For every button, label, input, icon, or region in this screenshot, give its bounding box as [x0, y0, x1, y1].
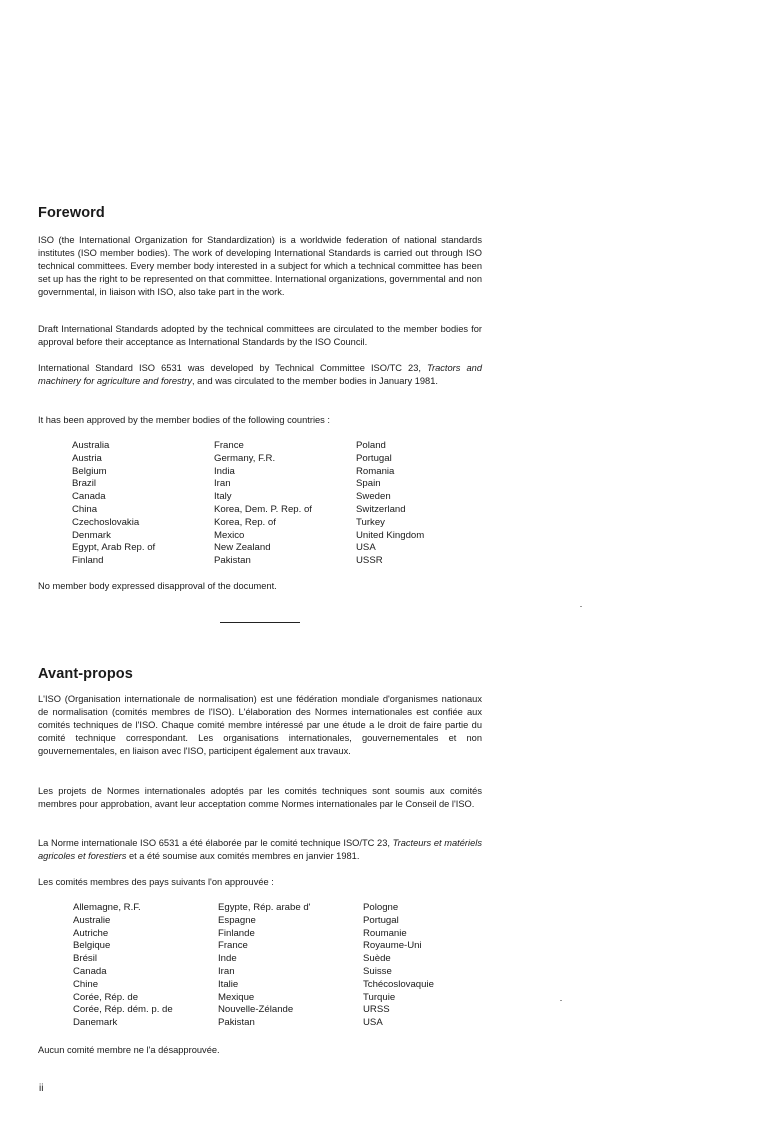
avant-propos-country-column-1 [73, 902, 173, 1030]
country-name: Corée, Rép. dém. p. de [73, 1004, 173, 1016]
country-name: Portugal [356, 452, 392, 464]
foreword-country-column-3 [356, 440, 424, 568]
country-name: Turkey [356, 516, 385, 528]
page-number: ii [39, 1083, 44, 1094]
country-name: Italie [218, 978, 239, 990]
country-name: China [72, 503, 98, 515]
foreword-country-column-1 [72, 440, 155, 568]
country-name: Sweden [356, 491, 391, 503]
country-name: Czechoslovakia [72, 516, 140, 528]
avant-propos-country-list [0, 902, 774, 1032]
country-name: Korea, Dem. P. Rep. of [214, 503, 312, 515]
country-name: Austria [72, 452, 102, 464]
country-name: Pologne [363, 902, 399, 913]
country-name: Mexique [218, 991, 255, 1003]
avant-propos-paragraph-1: L'ISO (Organisation internationale de normalisation) est une fédération mondiale d'organismes nationaux de normalisation (comités membres de l'ISO). L'élaboration des Normes internationales est confiée aux comités techniques de l'ISO. Chaque comité membre intéressé par une étude a le droit de faire partie du comité technique correspondant. Les organisations internationales, gouvernementales et non gouvernementales, en liaison avec l'ISO, participent également aux travaux. [38, 694, 482, 756]
country-name: Belgique [73, 940, 111, 952]
country-name: USA [363, 1017, 383, 1029]
country-name: Autriche [73, 927, 109, 939]
country-name: Denmark [72, 529, 111, 541]
foreword-paragraph-4: It has been approved by the member bodies of the following countries : [38, 415, 330, 425]
country-name: Australie [73, 914, 111, 926]
country-name: USSR [356, 555, 383, 567]
country-name: Allemagne, R.F. [73, 902, 141, 913]
avant-propos-heading: Avant-propos [38, 666, 133, 682]
country-name: Poland [356, 440, 386, 451]
foreword-country-column-2 [214, 440, 312, 568]
country-name: Pakistan [214, 555, 251, 567]
foreword-paragraph-1: ISO (the International Organization for Standardization) is a worldwide federation of national standards institutes (ISO member bodies). The work of developing International Standards is carried out through ISO technical committees. Every member body interested in a subject for which a technical committee has been set up has the right to be represented on that committee. International organizations, governmental and non governmental, in liaison with ISO, also take part in the work. [38, 235, 482, 297]
foreword-heading: Foreword [38, 205, 105, 221]
country-name: Danemark [73, 1017, 118, 1029]
foreword-country-list [0, 440, 774, 570]
foreword-paragraph-3: International Standard ISO 6531 was developed by Technical Committee ISO/TC 23, Tractors and machinery for agriculture and forestry, and was circulated to the member bodies in January 1981. [38, 363, 482, 386]
section-divider [220, 622, 300, 623]
country-name: Italy [214, 491, 232, 503]
country-name: Suisse [363, 965, 392, 977]
country-name: Egypt, Arab Rep. of [72, 542, 156, 554]
avant-propos-country-column-2 [218, 902, 311, 1030]
avant-propos-paragraph-3: La Norme internationale ISO 6531 a été élaborée par le comité technique ISO/TC 23, Tracteurs et matériels agricoles et forestiers et a été soumise aux comités membres en janvier 1981. [38, 838, 482, 861]
country-name: Australia [72, 440, 110, 451]
country-name: France [218, 940, 248, 952]
country-name: URSS [363, 1004, 390, 1016]
country-name: Corée, Rép. de [73, 991, 139, 1003]
country-name: Inde [218, 953, 237, 965]
foreword-closing: No member body expressed disapproval of the document. [38, 581, 277, 591]
country-name: France [214, 440, 244, 451]
avant-propos-paragraph-2: Les projets de Normes internationales adoptés par les comités techniques sont soumis aux comités membres pour approbation, avant leur acceptation comme Normes internationales par le Conseil de l'ISO. [38, 786, 482, 809]
country-name: Canada [73, 965, 107, 977]
country-name: Portugal [363, 914, 399, 926]
country-name: Chine [73, 978, 99, 990]
country-name: Turquie [363, 991, 396, 1003]
foreword-paragraph-2: Draft International Standards adopted by the technical committees are circulated to the member bodies for approval before their acceptance as International Standards by the ISO Council. [38, 324, 482, 347]
country-name: Egypte, Rép. arabe d' [218, 902, 311, 913]
avant-propos-closing: Aucun comité membre ne l'a désapprouvée. [38, 1045, 220, 1055]
country-name: Brazil [72, 478, 96, 490]
country-name: Tchécoslovaquie [363, 978, 434, 990]
country-name: Mexico [214, 529, 245, 541]
country-name: USA [356, 542, 376, 554]
country-name: Spain [356, 478, 381, 490]
avant-propos-country-column-3 [363, 902, 434, 1030]
country-name: Switzerland [356, 503, 406, 515]
country-name: Nouvelle-Zélande [218, 1004, 294, 1016]
country-name: Iran [214, 478, 231, 490]
country-name: Finlande [218, 927, 255, 939]
country-name: Romania [356, 465, 395, 477]
country-name: Germany, F.R. [214, 452, 276, 464]
country-name: New Zealand [214, 542, 271, 554]
country-name: United Kingdom [356, 529, 425, 541]
country-name: India [214, 465, 235, 477]
country-name: Canada [72, 491, 106, 503]
country-name: Royaume-Uni [363, 940, 422, 952]
country-name: Brésil [73, 953, 97, 965]
country-name: Roumanie [363, 927, 407, 939]
country-name: Suède [363, 953, 391, 965]
country-name: Pakistan [218, 1017, 255, 1029]
scan-speck [560, 1000, 562, 1001]
country-name: Belgium [72, 465, 107, 477]
country-name: Espagne [218, 914, 256, 926]
country-name: Korea, Rep. of [214, 516, 276, 528]
country-name: Iran [218, 965, 235, 977]
avant-propos-paragraph-4: Les comités membres des pays suivants l'on approuvée : [38, 877, 274, 887]
scan-speck [580, 606, 582, 607]
country-name: Finland [72, 555, 104, 567]
